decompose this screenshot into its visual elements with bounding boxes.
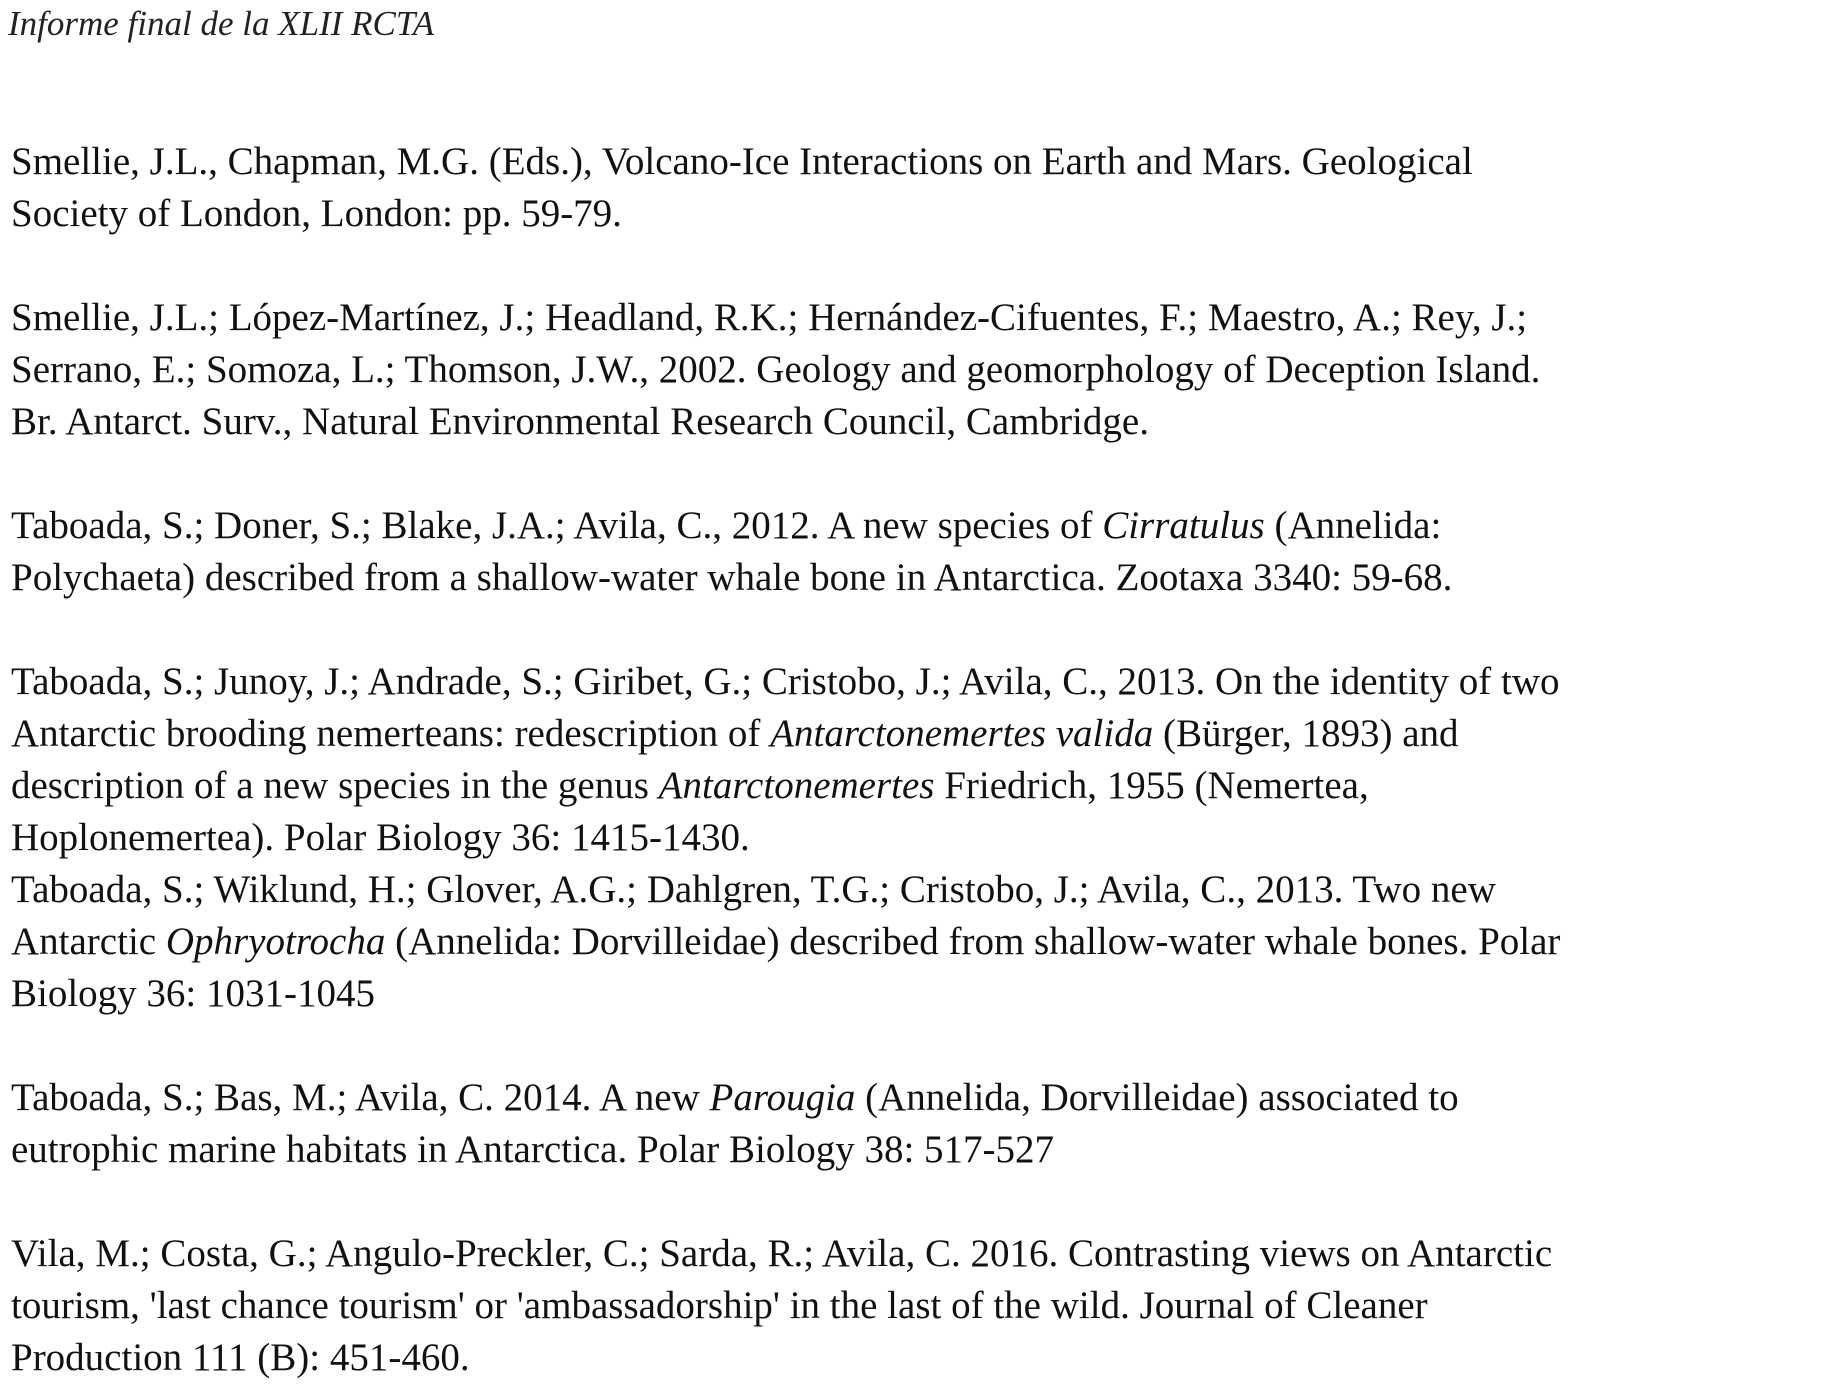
species-name: Antarctonemertes valida	[770, 712, 1154, 755]
reference-line: Production 111 (B): 451-460.	[11, 1336, 470, 1379]
reference-line: Smellie, J.L.; López-Martínez, J.; Headland, R.K.; Hernández-Cifuentes, F.; Maestro, A.; Rey, J.;	[11, 296, 1528, 339]
reference-line: Polychaeta) described from a shallow-water whale bone in Antarctica. Zootaxa 3340: 59-68.	[11, 556, 1453, 599]
reference-line: Vila, M.; Costa, G.; Angulo-Preckler, C.; Sarda, R.; Avila, C. 2016. Contrasting views on Antarctic	[11, 1232, 1553, 1275]
reference-line: Society of London, London: pp. 59-79.	[11, 192, 622, 235]
running-header: Informe final de la XLII RCTA	[8, 4, 435, 43]
reference-line: Hoplonemertea). Polar Biology 36: 1415-1430.	[11, 816, 750, 859]
reference-item	[11, 656, 1821, 864]
reference-item	[11, 864, 1821, 1020]
reference-line: Taboada, S.; Bas, M.; Avila, C. 2014. A new Parougia (Annelida, Dorvilleidae) associated to	[11, 1076, 1459, 1119]
reference-item	[11, 1228, 1821, 1384]
reference-item	[11, 136, 1821, 240]
reference-line: Taboada, S.; Junoy, J.; Andrade, S.; Giribet, G.; Cristobo, J.; Avila, C., 2013. On the identity of two	[11, 660, 1560, 703]
reference-line: tourism, 'last chance tourism' or 'ambassadorship' in the last of the wild. Journal of Cleaner	[11, 1284, 1428, 1327]
reference-line: Taboada, S.; Wiklund, H.; Glover, A.G.; Dahlgren, T.G.; Cristobo, J.; Avila, C., 2013. Two new	[11, 868, 1496, 911]
reference-line: Biology 36: 1031-1045	[11, 972, 376, 1015]
reference-item	[11, 1072, 1821, 1176]
reference-line: Br. Antarct. Surv., Natural Environmental Research Council, Cambridge.	[11, 400, 1149, 443]
reference-line: Antarctic Ophryotrocha (Annelida: Dorvilleidae) described from shallow-water whale bones. Polar	[11, 920, 1561, 963]
reference-line: Antarctic brooding nemerteans: redescription of Antarctonemertes valida (Bürger, 1893) and	[11, 712, 1459, 755]
species-name: Cirratulus	[1102, 504, 1265, 547]
genus-name: Antarctonemertes	[658, 764, 935, 807]
genus-name: Ophryotrocha	[165, 920, 386, 963]
reference-item	[11, 292, 1821, 448]
reference-item	[11, 500, 1821, 604]
reference-line: Serrano, E.; Somoza, L.; Thomson, J.W., 2002. Geology and geomorphology of Deception Island.	[11, 348, 1541, 391]
reference-line: description of a new species in the genus Antarctonemertes Friedrich, 1955 (Nemertea,	[11, 764, 1369, 807]
genus-name: Parougia	[709, 1076, 856, 1119]
reference-line: eutrophic marine habitats in Antarctica. Polar Biology 38: 517-527	[11, 1128, 1055, 1171]
reference-line: Smellie, J.L., Chapman, M.G. (Eds.), Volcano-Ice Interactions on Earth and Mars. Geological	[11, 140, 1473, 183]
reference-list	[11, 136, 1821, 1384]
reference-line: Taboada, S.; Doner, S.; Blake, J.A.; Avila, C., 2012. A new species of Cirratulus (Annelida:	[11, 504, 1442, 547]
